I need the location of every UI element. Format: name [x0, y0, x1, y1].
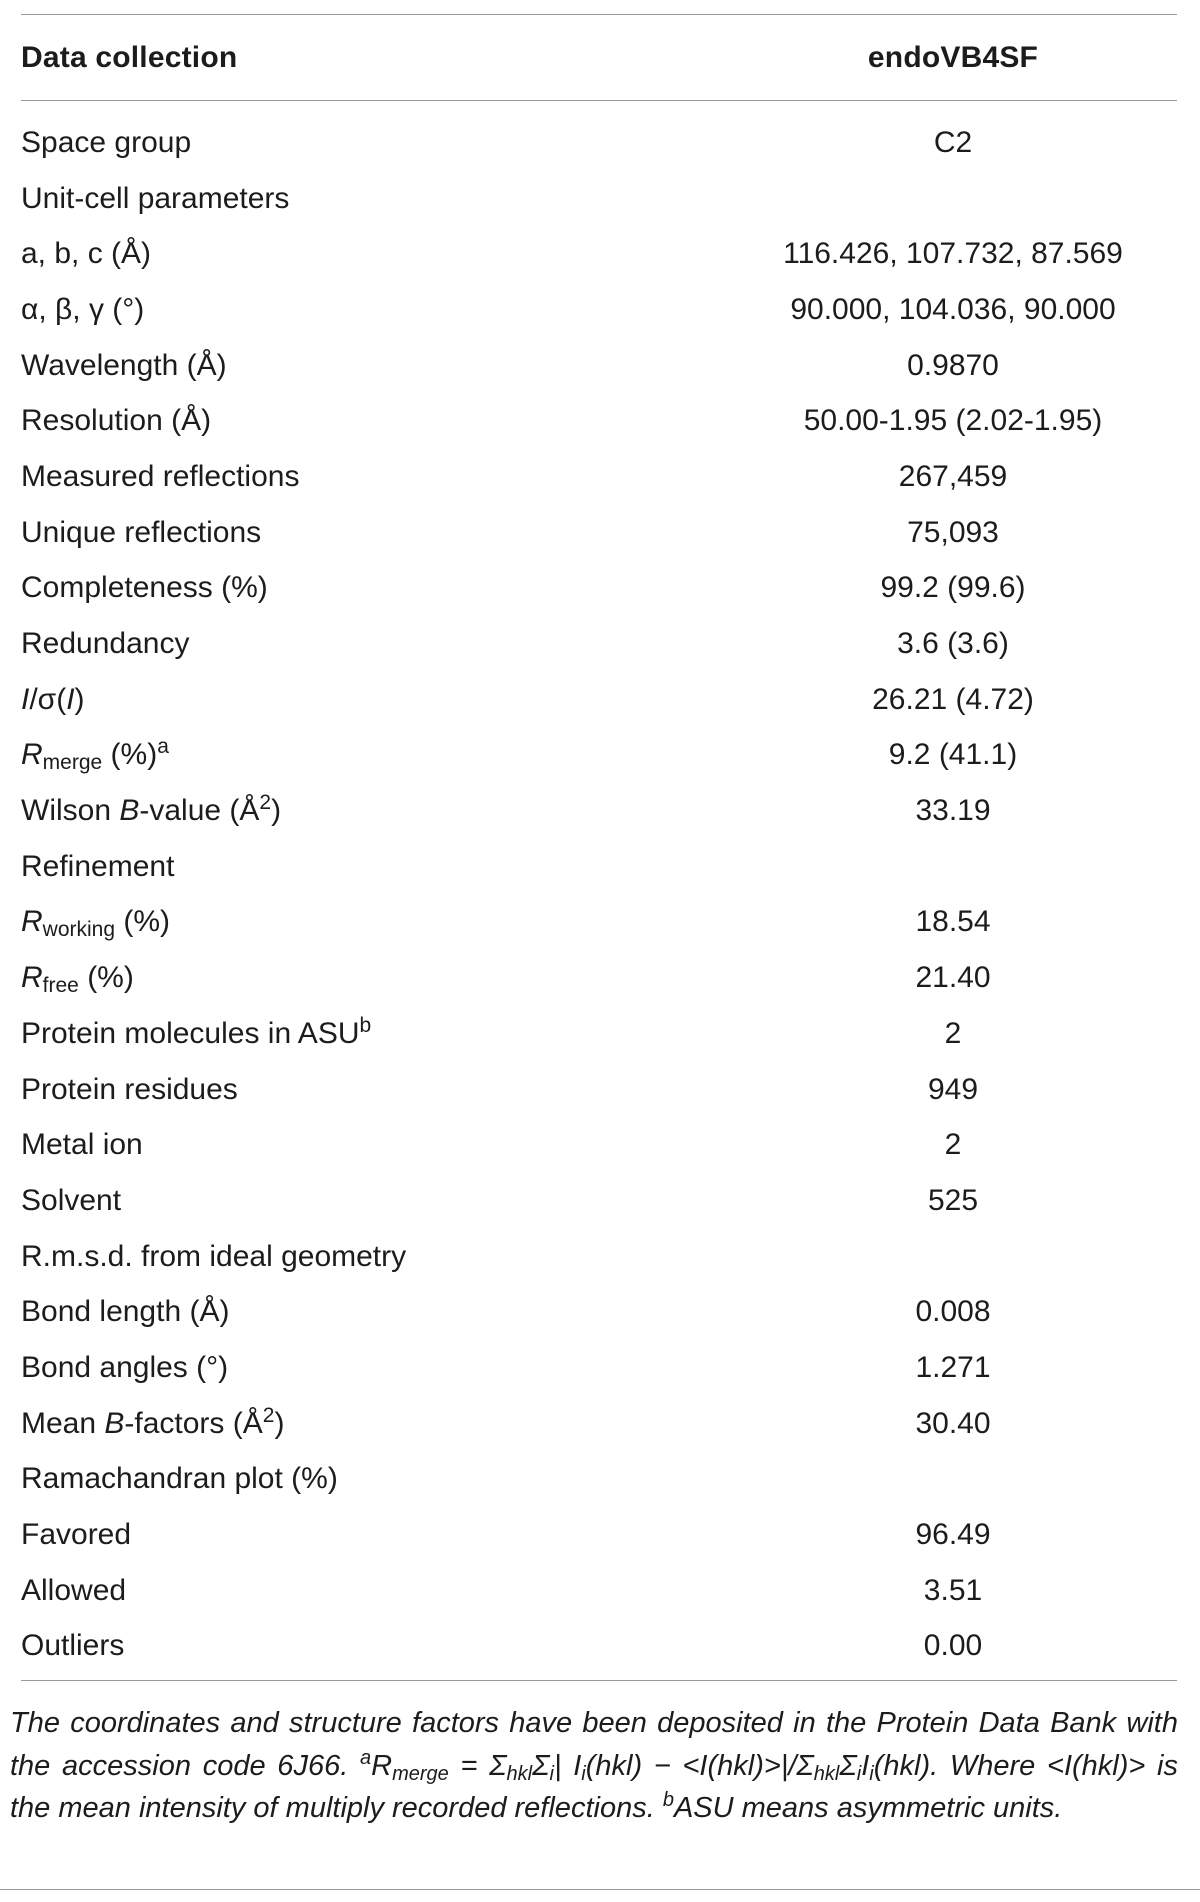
table-row: [21, 616, 1177, 672]
page-bottom-rule: [0, 1889, 1200, 1890]
row-label: $R_{merge}$ (%)$^a$: [21, 735, 169, 775]
row-value: 2: [944, 1128, 962, 1162]
row-label: Resolution (Å): [21, 404, 212, 438]
table-footnote: The coordinates and structure factors have been deposited in the Protein Data Bank with the accession code 6J66. $^aR_{merge} = \Sigma_{hkl}\Sigma_i|$ $I_i(hkl) - <I(hkl)>|/\Sigma_{hkl}\Sigma_iI_i(hkl)$. Where <I(hkl)> is the mean intensity of multiply recorded reflections. $^b$ASU means asymmetric units.: [10, 1707, 1178, 1824]
table-row: [21, 839, 1177, 895]
row-value: 18.54: [915, 905, 991, 939]
row-value: 99.2 (99.6): [880, 571, 1026, 605]
row-label: Metal ion: [21, 1128, 143, 1162]
table-row: [21, 1507, 1177, 1563]
row-label: Unique reflections: [21, 515, 262, 549]
row-label: a, b, c (Å): [21, 237, 152, 271]
table-row: [21, 115, 1177, 171]
row-value: 3.6 (3.6): [897, 627, 1009, 661]
row-label: Completeness (%): [21, 571, 268, 605]
row-value: 96.49: [915, 1518, 991, 1552]
row-label: Favored: [21, 1518, 132, 1552]
row-label: Space group: [21, 125, 192, 159]
row-label: Mean B-factors $(Å^2)$: [21, 1403, 285, 1440]
header-rule: [21, 100, 1177, 101]
row-label: Redundancy: [21, 627, 190, 661]
row-label: Unit-cell parameters: [21, 181, 290, 215]
row-value: 2: [944, 1016, 962, 1050]
row-value: 0.9870: [907, 348, 999, 382]
row-label: R.m.s.d. from ideal geometry: [21, 1239, 407, 1273]
table-row: [21, 950, 1177, 1006]
table-row: [21, 505, 1177, 561]
table-row: [21, 171, 1177, 227]
bottom-table-rule: [21, 1680, 1177, 1681]
row-value: 33.19: [915, 794, 991, 828]
table-row: [21, 1619, 1177, 1675]
row-label: Solvent: [21, 1183, 122, 1217]
table-row: [21, 1006, 1177, 1062]
row-label: Protein residues: [21, 1072, 238, 1106]
row-value: 50.00-1.95 (2.02-1.95): [803, 404, 1103, 438]
row-value: 525: [927, 1183, 979, 1217]
row-value: 267,459: [898, 459, 1008, 493]
table-row: [21, 1563, 1177, 1619]
row-label: Measured reflections: [21, 459, 300, 493]
table-header: [21, 15, 1177, 100]
row-value: 1.271: [915, 1350, 991, 1384]
header-data-collection: Data collection: [21, 40, 238, 74]
row-label: $R_{free}$ (%): [21, 961, 134, 998]
row-value: 75,093: [907, 515, 999, 549]
table-row: [21, 1396, 1177, 1452]
row-value: 0.00: [923, 1629, 983, 1663]
table-row: [21, 449, 1177, 505]
table-row: [21, 338, 1177, 394]
row-value: 30.40: [915, 1406, 991, 1440]
row-label: Wavelength (Å): [21, 348, 227, 382]
table-row: [21, 1229, 1177, 1285]
header-sample: endoVB4SF: [867, 40, 1039, 74]
row-label: Protein molecules in ASU$^b$: [21, 1013, 372, 1050]
table-row: [21, 1340, 1177, 1396]
row-label: I/σ(I): [21, 682, 85, 716]
row-label: Allowed: [21, 1573, 127, 1607]
row-value: 3.51: [923, 1573, 983, 1607]
table-row: [21, 728, 1177, 784]
row-label: Bond length (Å): [21, 1295, 230, 1329]
row-label: Outliers: [21, 1629, 125, 1663]
row-value: 0.008: [915, 1295, 991, 1329]
table-body: [21, 115, 1177, 1674]
table-row: [21, 1117, 1177, 1173]
row-value: 116.426, 107.732, 87.569: [783, 237, 1123, 271]
table-row: [21, 672, 1177, 728]
row-label: Wilson B-value $(Å^2)$: [21, 791, 282, 828]
row-value: 949: [927, 1072, 979, 1106]
row-label: $R_{working}$ (%): [21, 905, 171, 942]
table-row: [21, 561, 1177, 617]
row-label: Bond angles (°): [21, 1350, 229, 1384]
table-row: [21, 783, 1177, 839]
table-row: [21, 1062, 1177, 1118]
table-row: [21, 1173, 1177, 1229]
row-label: Ramachandran plot (%): [21, 1462, 338, 1496]
table-row: [21, 895, 1177, 951]
row-label: Refinement: [21, 849, 175, 883]
row-value: 9.2 (41.1): [888, 738, 1018, 772]
row-value: 26.21 (4.72): [872, 682, 1034, 716]
table-row: [21, 226, 1177, 282]
table-row: [21, 1284, 1177, 1340]
table-row: [21, 282, 1177, 338]
row-value: C2: [933, 125, 973, 159]
table-row: [21, 1452, 1177, 1508]
data-table: [21, 14, 1177, 1681]
row-value: 21.40: [915, 961, 991, 995]
row-label: α, β, γ (°): [21, 292, 145, 326]
row-value: 90.000, 104.036, 90.000: [790, 292, 1116, 326]
table-row: [21, 393, 1177, 449]
